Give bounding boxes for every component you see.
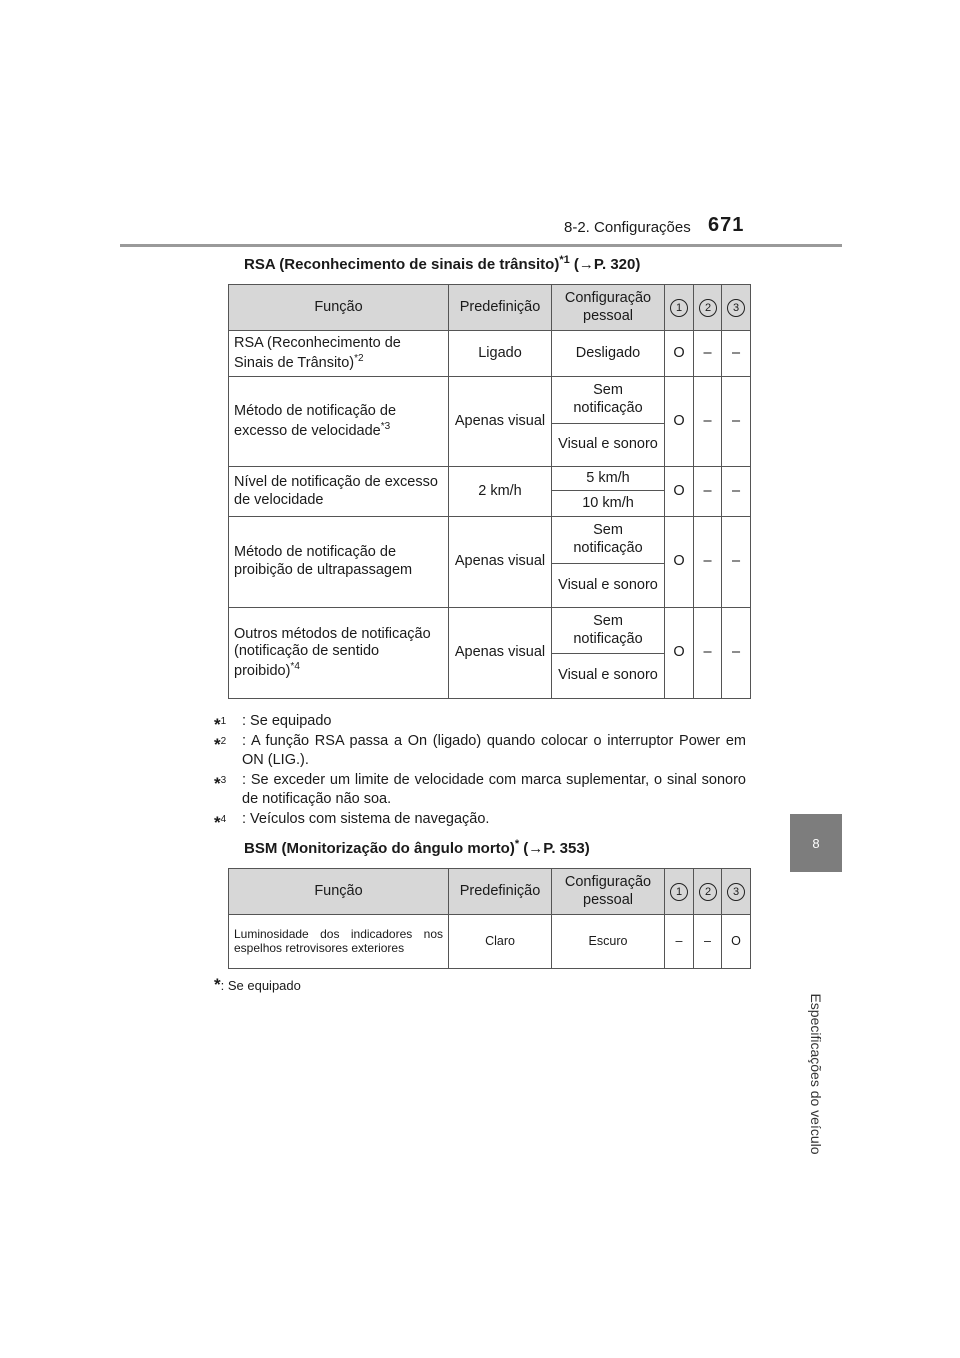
row-function: Nível de notificação de excesso de velocidade (229, 467, 449, 517)
row-function: Método de notificação de excesso de velocidade (234, 402, 397, 439)
circled-three-icon: 3 (727, 299, 745, 317)
bsm-section-title: BSM (Monitorização do ângulo morto)* (→P. 353) (244, 838, 590, 857)
bsm-table (228, 868, 751, 969)
row-default: 2 km/h (449, 467, 552, 517)
circled-one-icon: 1 (670, 299, 688, 317)
circled-two-icon: 2 (699, 299, 717, 317)
rsa-table (228, 284, 751, 699)
circled-one-icon: 1 (670, 883, 688, 901)
header-section-title: 8-2. Configurações (564, 219, 691, 236)
row-function: RSA (Reconhecimento de Sinais de Trânsito) (234, 334, 401, 371)
row-default: Ligado (449, 331, 552, 377)
row-option: Desligado (552, 331, 665, 377)
row-default: Apenas visual (449, 377, 552, 467)
circled-two-icon: 2 (699, 883, 717, 901)
row-default: Apenas visual (449, 517, 552, 608)
chapter-label: Especificações do veículo (808, 993, 824, 1155)
row-option: Sem notificação (552, 608, 665, 654)
table-row: Luminosidade dos indicadores nos espelhos retrovisores exteriores Claro Escuro – – O (229, 915, 751, 969)
footnote: *$^3$ : Se exceder um limite de velocidade com marca suplementar, o sinal sonoro de notificação não soa. (214, 772, 746, 807)
col-custom: Configuração pessoal (552, 869, 665, 915)
col-default: Predefinição (449, 869, 552, 915)
footnote: *$^2$ : A função RSA passa a On (ligado) quando colocar o interruptor Power em ON (LIG.). (214, 733, 746, 768)
row-function: Outros métodos de notificação (notificação de sentido proibido) (234, 625, 431, 679)
table-row: Método de notificação de proibição de ultrapassagem Apenas visual Sem notificação O – – (229, 517, 751, 564)
row-option: Visual e sonoro (552, 564, 665, 608)
footnote: *$^4$ : Veículos com sistema de navegação. (214, 811, 490, 832)
row-option: Sem notificação (552, 377, 665, 424)
table-row: Método de notificação de excesso de velocidade$^{*3}$ Apenas visual Sem notificação O – – (229, 377, 751, 424)
row-option: Sem notificação (552, 517, 665, 564)
row-option: 5 km/h (552, 467, 665, 491)
col-function: Função (229, 869, 449, 915)
col-custom: Configuração pessoal (552, 285, 665, 331)
bsm-footnote: *: Se equipado (214, 975, 301, 994)
table-row: Nível de notificação de excesso de velocidade 2 km/h 5 km/h O – – (229, 467, 751, 491)
circled-three-icon: 3 (727, 883, 745, 901)
row-default: Apenas visual (449, 608, 552, 699)
col-function: Função (229, 285, 449, 331)
table-row: Outros métodos de notificação (notificação de sentido proibido)$^{*4}$ Apenas visual Sem notificação O – – (229, 608, 751, 654)
row-function: Método de notificação de proibição de ultrapassagem (229, 517, 449, 608)
table-row: RSA (Reconhecimento de Sinais de Trânsito)$^{*2}$ Ligado Desligado O – – (229, 331, 751, 377)
chapter-tab: 8 (790, 814, 842, 872)
page-number: 671 (708, 214, 745, 236)
footnote: *$^1$ : Se equipado (214, 713, 332, 734)
row-option: Escuro (552, 915, 665, 969)
row-function: Luminosidade dos indicadores nos espelhos retrovisores exteriores (229, 915, 449, 969)
row-option: 10 km/h (552, 491, 665, 517)
row-option: Visual e sonoro (552, 424, 665, 467)
footnotes (214, 712, 746, 830)
header-rule (120, 244, 842, 247)
row-default: Claro (449, 915, 552, 969)
rsa-section-title: RSA (Reconhecimento de sinais de trânsito)$^{*1}$ (→P. 320) (244, 254, 641, 273)
row-option: Visual e sonoro (552, 654, 665, 699)
col-default: Predefinição (449, 285, 552, 331)
